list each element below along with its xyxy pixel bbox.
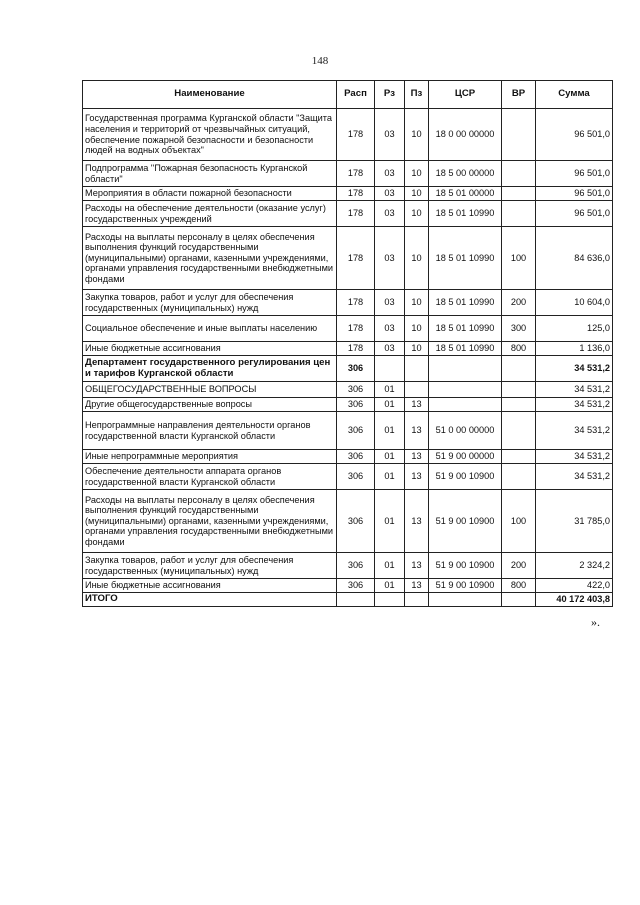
table-row [83, 382, 613, 398]
cell-name: Мероприятия в области пожарной безопасности [83, 187, 337, 201]
cell-pz: 10 [405, 187, 429, 201]
cell-sum: 34 531,2 [536, 398, 613, 412]
cell-pz: 13 [405, 553, 429, 579]
cell-vr: 200 [502, 553, 536, 579]
cell-sum: 125,0 [536, 316, 613, 342]
cell-csr: 18 0 00 00000 [429, 109, 502, 161]
header-rasp: Расп [337, 81, 375, 109]
cell-sum: 96 501,0 [536, 187, 613, 201]
cell-csr: 51 9 00 00000 [429, 450, 502, 464]
cell-sum: 34 531,2 [536, 356, 613, 382]
table-row [83, 579, 613, 593]
cell-pz: 13 [405, 464, 429, 490]
cell-rasp: 178 [337, 290, 375, 316]
cell-vr [502, 356, 536, 382]
cell-name: Государственная программа Курганской области "Защита населения и территорий от чрезвычайных ситуаций, обеспечение пожарной безопасности и безопасности людей на водных объектах" [83, 109, 337, 161]
cell-sum: 40 172 403,8 [536, 593, 613, 607]
cell-rasp [337, 593, 375, 607]
cell-rasp: 306 [337, 464, 375, 490]
cell-pz: 13 [405, 490, 429, 553]
cell-vr: 800 [502, 342, 536, 356]
cell-csr: 51 9 00 10900 [429, 490, 502, 553]
cell-csr: 51 9 00 10900 [429, 579, 502, 593]
cell-pz [405, 356, 429, 382]
table-row [83, 290, 613, 316]
cell-vr [502, 593, 536, 607]
header-rz: Рз [375, 81, 405, 109]
table-row [83, 464, 613, 490]
cell-csr [429, 382, 502, 398]
table-row [83, 450, 613, 464]
cell-pz: 10 [405, 201, 429, 227]
cell-rasp: 306 [337, 553, 375, 579]
cell-rasp: 178 [337, 161, 375, 187]
cell-csr: 18 5 01 10990 [429, 342, 502, 356]
cell-csr: 18 5 01 10990 [429, 227, 502, 290]
cell-vr [502, 187, 536, 201]
header-row [83, 81, 613, 109]
cell-sum: 34 531,2 [536, 450, 613, 464]
cell-sum: 84 636,0 [536, 227, 613, 290]
total-row [83, 593, 613, 607]
cell-name: Департамент государственного регулирования цен и тарифов Курганской области [83, 356, 337, 382]
cell-name: ИТОГО [83, 593, 337, 607]
cell-pz: 10 [405, 290, 429, 316]
table-row [83, 356, 613, 382]
cell-csr [429, 593, 502, 607]
cell-sum: 96 501,0 [536, 161, 613, 187]
cell-rz: 03 [375, 227, 405, 290]
cell-rasp: 306 [337, 398, 375, 412]
cell-rz: 01 [375, 412, 405, 450]
cell-rasp: 306 [337, 412, 375, 450]
header-pz: Пз [405, 81, 429, 109]
cell-rasp: 306 [337, 382, 375, 398]
cell-rasp: 306 [337, 356, 375, 382]
cell-name: Расходы на выплаты персоналу в целях обеспечения выполнения функций государственными (муниципальными) органами, казенными учреждениями, органами управления государственными внебюджетными фондами [83, 490, 337, 553]
cell-name: Расходы на выплаты персоналу в целях обеспечения выполнения функций государственными (муниципальными) органами, казенными учреждениями, органами управления государственными внебюджетными фондами [83, 227, 337, 290]
cell-vr [502, 161, 536, 187]
cell-sum: 422,0 [536, 579, 613, 593]
cell-rasp: 178 [337, 227, 375, 290]
cell-sum: 96 501,0 [536, 109, 613, 161]
cell-csr: 18 5 01 10990 [429, 290, 502, 316]
cell-rz [375, 593, 405, 607]
cell-vr [502, 450, 536, 464]
cell-sum: 1 136,0 [536, 342, 613, 356]
cell-rasp: 178 [337, 187, 375, 201]
cell-vr: 300 [502, 316, 536, 342]
cell-csr [429, 356, 502, 382]
cell-rasp: 178 [337, 316, 375, 342]
cell-pz: 13 [405, 579, 429, 593]
cell-rasp: 178 [337, 109, 375, 161]
cell-pz [405, 593, 429, 607]
cell-vr: 100 [502, 490, 536, 553]
cell-sum: 10 604,0 [536, 290, 613, 316]
cell-csr: 18 5 01 10990 [429, 316, 502, 342]
cell-pz: 13 [405, 412, 429, 450]
cell-vr: 800 [502, 579, 536, 593]
table-row [83, 201, 613, 227]
table-row [83, 553, 613, 579]
cell-csr: 18 5 01 00000 [429, 187, 502, 201]
cell-name: Иные непрограммные мероприятия [83, 450, 337, 464]
table-row [83, 490, 613, 553]
cell-name: Иные бюджетные ассигнования [83, 342, 337, 356]
table-row [83, 109, 613, 161]
cell-rz: 01 [375, 490, 405, 553]
cell-name: Иные бюджетные ассигнования [83, 579, 337, 593]
header-name: Наименование [83, 81, 337, 109]
table-row [83, 187, 613, 201]
cell-pz: 13 [405, 450, 429, 464]
cell-name: Обеспечение деятельности аппарата органов государственной власти Курганской области [83, 464, 337, 490]
cell-csr [429, 398, 502, 412]
cell-rz: 01 [375, 398, 405, 412]
cell-vr [502, 109, 536, 161]
cell-csr: 18 5 00 00000 [429, 161, 502, 187]
cell-rz [375, 356, 405, 382]
cell-sum: 31 785,0 [536, 490, 613, 553]
cell-name: Подпрограмма "Пожарная безопасность Курганской области" [83, 161, 337, 187]
budget-table [82, 80, 613, 607]
table-row [83, 227, 613, 290]
cell-rz: 01 [375, 579, 405, 593]
cell-vr [502, 201, 536, 227]
table-row [83, 161, 613, 187]
cell-sum: 34 531,2 [536, 464, 613, 490]
header-vr: ВР [502, 81, 536, 109]
cell-vr [502, 382, 536, 398]
cell-rz: 03 [375, 290, 405, 316]
cell-vr [502, 464, 536, 490]
cell-rasp: 306 [337, 579, 375, 593]
cell-rz: 03 [375, 201, 405, 227]
cell-name: Расходы на обеспечение деятельности (оказание услуг) государственных учреждений [83, 201, 337, 227]
cell-pz: 10 [405, 109, 429, 161]
cell-rz: 01 [375, 450, 405, 464]
table-row [83, 398, 613, 412]
cell-rz: 03 [375, 316, 405, 342]
cell-rz: 03 [375, 342, 405, 356]
cell-rz: 03 [375, 109, 405, 161]
cell-sum: 2 324,2 [536, 553, 613, 579]
cell-pz: 10 [405, 342, 429, 356]
cell-rz: 03 [375, 187, 405, 201]
cell-pz: 13 [405, 398, 429, 412]
cell-pz [405, 382, 429, 398]
cell-rasp: 178 [337, 342, 375, 356]
cell-csr: 51 9 00 10900 [429, 553, 502, 579]
table-row [83, 316, 613, 342]
cell-csr: 51 9 00 10900 [429, 464, 502, 490]
cell-vr [502, 398, 536, 412]
cell-vr: 100 [502, 227, 536, 290]
cell-pz: 10 [405, 316, 429, 342]
cell-name: ОБЩЕГОСУДАРСТВЕННЫЕ ВОПРОСЫ [83, 382, 337, 398]
cell-sum: 34 531,2 [536, 412, 613, 450]
header-csr: ЦСР [429, 81, 502, 109]
cell-rasp: 306 [337, 490, 375, 553]
cell-name: Социальное обеспечение и иные выплаты населению [83, 316, 337, 342]
cell-name: Непрограммные направления деятельности органов государственной власти Курганской области [83, 412, 337, 450]
table-row [83, 412, 613, 450]
cell-rasp: 178 [337, 201, 375, 227]
header-sum: Сумма [536, 81, 613, 109]
cell-vr [502, 412, 536, 450]
cell-csr: 51 0 00 00000 [429, 412, 502, 450]
cell-rz: 01 [375, 382, 405, 398]
closing-quote-mark: ». [591, 615, 600, 629]
cell-name: Другие общегосударственные вопросы [83, 398, 337, 412]
cell-pz: 10 [405, 227, 429, 290]
cell-pz: 10 [405, 161, 429, 187]
cell-sum: 34 531,2 [536, 382, 613, 398]
cell-csr: 18 5 01 10990 [429, 201, 502, 227]
page-number: 148 [311, 55, 329, 67]
cell-rz: 03 [375, 161, 405, 187]
cell-sum: 96 501,0 [536, 201, 613, 227]
cell-rz: 01 [375, 553, 405, 579]
table-row [83, 342, 613, 356]
cell-vr: 200 [502, 290, 536, 316]
cell-rz: 01 [375, 464, 405, 490]
cell-name: Закупка товаров, работ и услуг для обеспечения государственных (муниципальных) нужд [83, 553, 337, 579]
cell-name: Закупка товаров, работ и услуг для обеспечения государственных (муниципальных) нужд [83, 290, 337, 316]
cell-rasp: 306 [337, 450, 375, 464]
